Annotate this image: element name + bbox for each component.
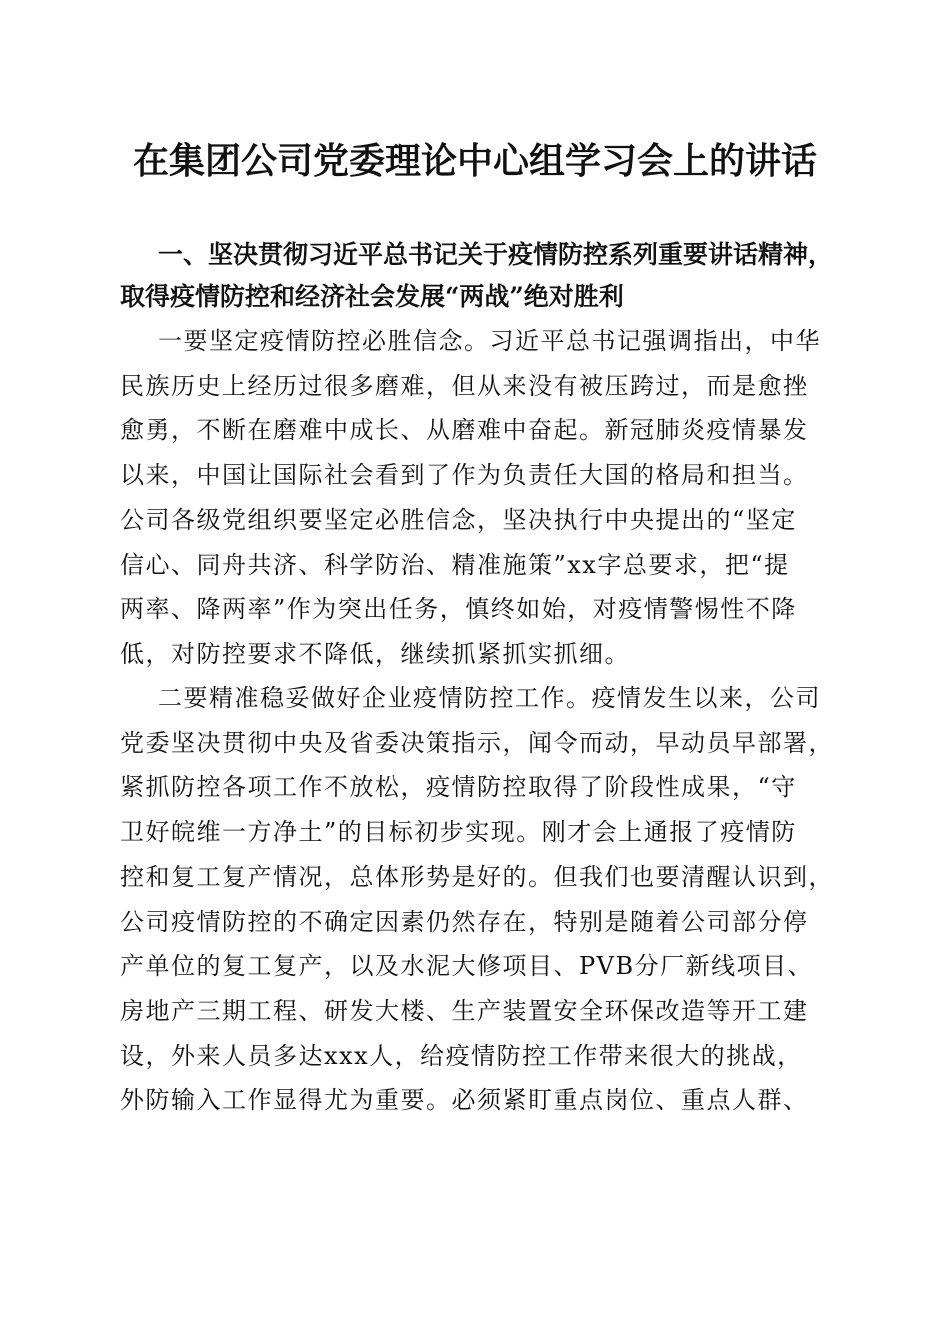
paragraph-line: 低，对防控要求不降低，继续抓紧抓实抓细。 <box>120 639 630 668</box>
paragraph-line: 外防输入工作显得尤为重要。必须紧盯重点岗位、重点人群、 <box>120 1086 809 1115</box>
paragraph-line: 紧抓防控各项工作不放松，疫情防控取得了阶段性成果，“守 <box>120 773 797 802</box>
document-title: 在集团公司党委理论中心组学习会上的讲话 <box>132 140 817 182</box>
paragraph-line: 卫好皖维一方净土”的目标初步实现。刚才会上通报了疫情防 <box>120 818 797 847</box>
paragraph-1 <box>120 319 835 677</box>
paragraph-line: 信心、同舟共济、科学防治、精准施策”xx字总要求，把“提 <box>120 550 790 579</box>
paragraph-line: 设，外来人员多达xxx人，给疫情防控工作带来很大的挑战， <box>120 1041 803 1070</box>
paragraph-2 <box>120 676 835 1123</box>
paragraph-line: 控和复工复产情况，总体形势是好的。但我们也要清醒认识到， <box>120 862 834 891</box>
paragraph-line: 公司各级党组织要坚定必胜信念，坚决执行中央提出的“坚定 <box>120 505 797 534</box>
paragraph-line: 二要精准稳妥做好企业疫情防控工作。疫情发生以来，公司 <box>158 684 821 712</box>
paragraph-line: 两率、降两率”作为突出任务，慎终如始，对疫情警惕性不降 <box>120 595 797 624</box>
heading-line: 一、坚决贯彻习近平总书记关于疫情防控系列重要讲话精神， <box>158 240 834 269</box>
paragraph-line: 愈勇，不断在磨难中成长、从磨难中奋起。新冠肺炎疫情暴发 <box>120 416 809 445</box>
paragraph-line: 一要坚定疫情防控必胜信念。习近平总书记强调指出，中华 <box>158 327 821 355</box>
section-heading <box>120 234 835 318</box>
paragraph-line: 房地产三期工程、研发大楼、生产装置安全环保改造等开工建 <box>120 996 809 1025</box>
paragraph-line: 党委坚决贯彻中央及省委决策指示，闻令而动，早动员早部署， <box>120 728 834 757</box>
paragraph-line: 公司疫情防控的不确定因素仍然存在，特别是随着公司部分停 <box>120 907 809 936</box>
heading-line: 取得疫情防控和经济社会发展“两战”绝对胜利 <box>120 282 624 311</box>
paragraph-line: 产单位的复工复产，以及水泥大修项目、PVB分厂新线项目、 <box>120 952 814 981</box>
paragraph-line: 以来，中国让国际社会看到了作为负责任大国的格局和担当。 <box>120 461 809 490</box>
paragraph-line: 民族历史上经历过很多磨难，但从来没有被压跨过，而是愈挫 <box>120 371 809 400</box>
